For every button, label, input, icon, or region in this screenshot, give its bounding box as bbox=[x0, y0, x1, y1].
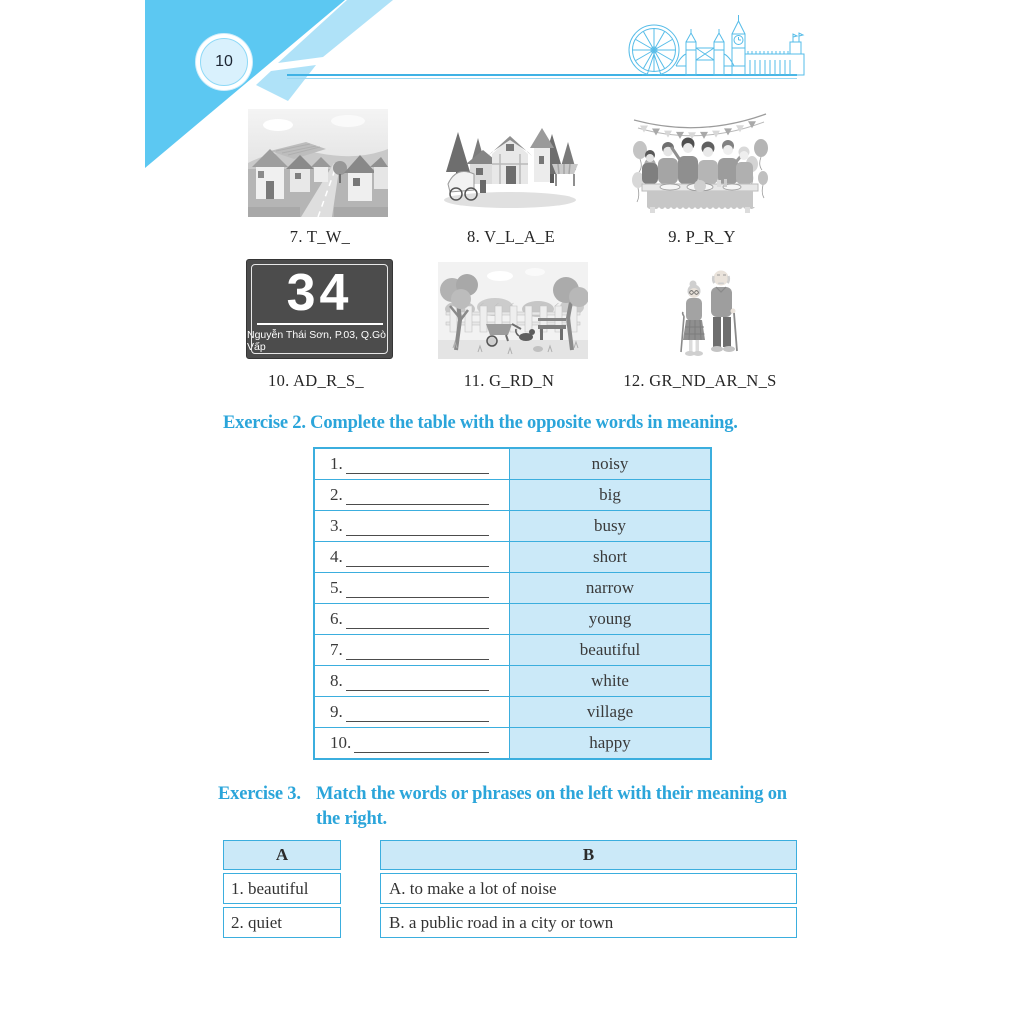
picture-caption: 11. G_RD_N bbox=[463, 371, 555, 390]
answer-blank bbox=[346, 703, 489, 722]
answer-cell bbox=[314, 697, 510, 728]
address-plate-illustration bbox=[246, 259, 393, 359]
house-number: 34 bbox=[286, 264, 353, 322]
row-number: 3. bbox=[330, 516, 343, 535]
table-row bbox=[314, 480, 711, 511]
exercise2-opposites-table bbox=[313, 447, 712, 760]
town-illustration bbox=[248, 109, 388, 217]
row-number: 7. bbox=[330, 640, 343, 659]
exercise3-title-line1: Match the words or phrases on the left with their meaning on bbox=[316, 784, 787, 804]
answer-cell bbox=[314, 573, 510, 604]
answer-blank bbox=[346, 486, 489, 505]
table-row bbox=[314, 542, 711, 573]
word-cell: big bbox=[510, 480, 712, 511]
answer-cell bbox=[314, 666, 510, 697]
grandparents-illustration bbox=[672, 254, 742, 362]
column-header: A bbox=[223, 840, 341, 870]
word-cell: noisy bbox=[510, 448, 712, 480]
plate-divider bbox=[257, 323, 383, 325]
word-cell: beautiful bbox=[510, 635, 712, 666]
answer-blank bbox=[346, 455, 489, 474]
table-row bbox=[314, 448, 711, 480]
answer-cell bbox=[314, 448, 510, 480]
match-table-b bbox=[380, 840, 797, 938]
answer-blank bbox=[346, 579, 489, 598]
answer-blank bbox=[346, 517, 489, 536]
street-address: Nguyễn Thái Sơn, P.03, Q.Gò Vấp bbox=[247, 329, 386, 353]
match-item: A. to make a lot of noise bbox=[380, 873, 797, 904]
column-header: B bbox=[380, 840, 797, 870]
row-number: 9. bbox=[330, 702, 343, 721]
table-row bbox=[314, 604, 711, 635]
garden-illustration bbox=[438, 262, 588, 359]
row-number: 1. bbox=[330, 454, 343, 473]
answer-blank bbox=[346, 672, 489, 691]
word-cell: white bbox=[510, 666, 712, 697]
row-number: 2. bbox=[330, 485, 343, 504]
match-item: 2. quiet bbox=[223, 907, 341, 938]
table-row bbox=[314, 728, 711, 760]
word-cell: narrow bbox=[510, 573, 712, 604]
london-skyline-illustration bbox=[618, 4, 808, 76]
answer-blank bbox=[346, 641, 489, 660]
word-cell: busy bbox=[510, 511, 712, 542]
table-row bbox=[314, 666, 711, 697]
exercise3-label: Exercise 3. bbox=[218, 784, 301, 804]
answer-cell bbox=[314, 728, 510, 760]
word-cell: happy bbox=[510, 728, 712, 760]
row-number: 10. bbox=[330, 733, 352, 752]
village-illustration bbox=[440, 112, 580, 209]
row-number: 6. bbox=[330, 609, 343, 628]
answer-blank bbox=[346, 548, 489, 567]
answer-cell bbox=[314, 480, 510, 511]
table-row bbox=[314, 697, 711, 728]
exercise3-title-line2: the right. bbox=[316, 809, 387, 829]
picture-caption: 7. T_W_ bbox=[289, 227, 351, 246]
picture-caption: 8. V_L_A_E bbox=[467, 227, 555, 246]
picture-caption: 10. AD_R_S_ bbox=[268, 371, 364, 390]
answer-cell bbox=[314, 635, 510, 666]
table-row bbox=[314, 511, 711, 542]
header-rule-shadow bbox=[287, 78, 797, 79]
picture-caption: 9. P_R_Y bbox=[668, 227, 736, 246]
picture-caption: 12. GR_ND_AR_N_S bbox=[623, 371, 777, 390]
page-number: 10 bbox=[215, 53, 233, 70]
match-item: B. a public road in a city or town bbox=[380, 907, 797, 938]
answer-cell bbox=[314, 542, 510, 573]
answer-cell bbox=[314, 604, 510, 635]
exercise2-title: Exercise 2. Complete the table with the opposite words in meaning. bbox=[223, 413, 738, 433]
row-number: 4. bbox=[330, 547, 343, 566]
page-number-badge bbox=[200, 38, 248, 86]
match-table-a bbox=[223, 840, 341, 938]
row-number: 8. bbox=[330, 671, 343, 690]
table-row bbox=[314, 573, 711, 604]
match-item: 1. beautiful bbox=[223, 873, 341, 904]
word-cell: young bbox=[510, 604, 712, 635]
party-illustration bbox=[630, 106, 770, 215]
table-row bbox=[314, 635, 711, 666]
word-cell: short bbox=[510, 542, 712, 573]
word-cell: village bbox=[510, 697, 712, 728]
answer-blank bbox=[354, 734, 489, 753]
answer-cell bbox=[314, 511, 510, 542]
row-number: 5. bbox=[330, 578, 343, 597]
answer-blank bbox=[346, 610, 489, 629]
